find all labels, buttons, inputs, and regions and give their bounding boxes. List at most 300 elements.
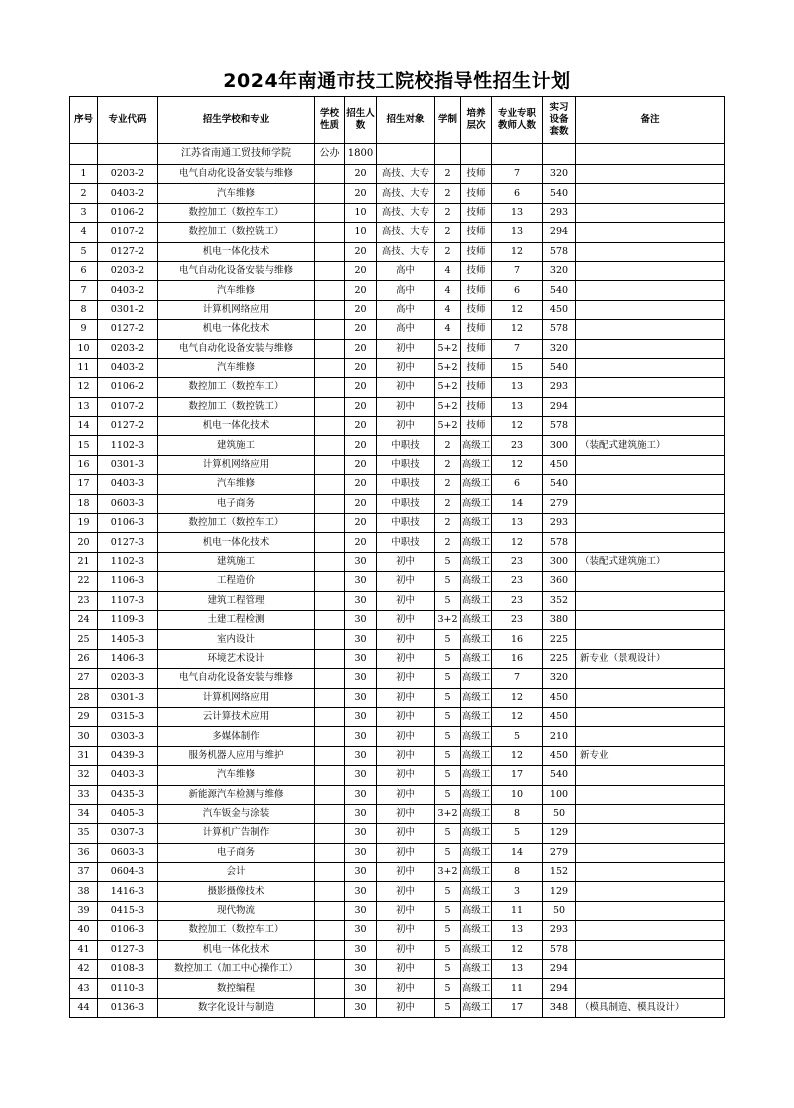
cell-duration: 5 [435,921,461,940]
table-row [70,281,725,300]
cell-nature [315,669,345,688]
table-row [70,669,725,688]
cell-target: 初中 [377,339,435,358]
table-row [70,203,725,222]
cell-level: 高级工 [461,804,492,823]
cell-equipment: 225 [543,630,576,649]
cell-duration: 5 [435,727,461,746]
table-row [70,223,725,242]
cell-level: 高级工 [461,960,492,979]
cell-major: 工程造价 [158,572,315,591]
table-row [70,804,725,823]
cell-seq: 7 [70,281,98,300]
cell-major: 服务机器人应用与维护 [158,746,315,765]
cell-duration: 5 [435,572,461,591]
cell-note [576,630,725,649]
cell-duration: 5 [435,707,461,726]
cell-seq: 27 [70,669,98,688]
cell-note [576,960,725,979]
cell-nature [315,610,345,629]
school-quota: 1800 [345,144,377,165]
cell-major: 汽车维修 [158,281,315,300]
cell-note [576,901,725,920]
cell-code: 0301-3 [98,455,158,474]
table-row [70,320,725,339]
cell-quota: 30 [345,591,377,610]
table-row [70,688,725,707]
school-row [70,144,725,165]
cell-note [576,358,725,377]
cell-equipment: 578 [543,320,576,339]
cell-code: 0203-2 [98,339,158,358]
cell-seq: 3 [70,203,98,222]
cell-quota: 20 [345,378,377,397]
cell-level: 高级工 [461,785,492,804]
cell-quota: 30 [345,649,377,668]
cell-quota: 20 [345,533,377,552]
cell-teachers: 6 [492,475,543,494]
cell-seq: 23 [70,591,98,610]
cell-teachers: 6 [492,184,543,203]
cell-note [576,261,725,280]
cell-target: 初中 [377,940,435,959]
cell-nature [315,184,345,203]
table-row [70,960,725,979]
cell-level: 技师 [461,261,492,280]
cell-nature [315,300,345,319]
cell-quota: 20 [345,242,377,261]
cell-note [576,940,725,959]
cell-seq: 22 [70,572,98,591]
cell-note [576,824,725,843]
cell-nature [315,339,345,358]
cell-level: 技师 [461,300,492,319]
cell-nature [315,533,345,552]
cell-duration: 2 [435,494,461,513]
cell-nature [315,649,345,668]
cell-duration: 2 [435,165,461,184]
cell-code: 0203-2 [98,261,158,280]
cell-equipment: 450 [543,746,576,765]
cell-target: 初中 [377,804,435,823]
cell-seq: 29 [70,707,98,726]
cell-quota: 20 [345,184,377,203]
cell-seq: 1 [70,165,98,184]
cell-nature [315,494,345,513]
cell-level: 高级工 [461,494,492,513]
cell-note [576,688,725,707]
cell-nature [315,863,345,882]
cell-equipment: 279 [543,494,576,513]
cell-teachers: 7 [492,261,543,280]
cell-note [576,165,725,184]
cell-note [576,242,725,261]
header-teachers: 专业专职 教师人数 [492,97,543,144]
table-row [70,591,725,610]
cell-teachers: 12 [492,300,543,319]
cell-code: 0403-2 [98,184,158,203]
cell-major: 汽车维修 [158,184,315,203]
cell-nature [315,804,345,823]
cell-seq: 10 [70,339,98,358]
cell-teachers: 23 [492,610,543,629]
cell-target: 初中 [377,824,435,843]
cell-target: 初中 [377,572,435,591]
cell-quota: 30 [345,766,377,785]
header-quota: 招生人 数 [345,97,377,144]
table-row [70,475,725,494]
cell-quota: 30 [345,998,377,1017]
cell-quota: 30 [345,669,377,688]
cell-level: 高级工 [461,669,492,688]
cell-level: 技师 [461,165,492,184]
cell-quota: 20 [345,417,377,436]
cell-teachers: 6 [492,281,543,300]
cell-teachers: 5 [492,824,543,843]
cell-note [576,804,725,823]
cell-teachers: 12 [492,940,543,959]
cell-seq: 16 [70,455,98,474]
cell-teachers: 3 [492,882,543,901]
cell-quota: 30 [345,979,377,998]
cell-seq: 43 [70,979,98,998]
cell-nature [315,979,345,998]
cell-code: 0108-3 [98,960,158,979]
cell-duration: 5 [435,882,461,901]
cell-teachers: 14 [492,494,543,513]
cell-level: 高级工 [461,552,492,571]
table-row [70,397,725,416]
cell-code: 1416-3 [98,882,158,901]
cell-note [576,203,725,222]
table-row [70,940,725,959]
cell-equipment: 540 [543,358,576,377]
cell-duration: 3+2 [435,804,461,823]
cell-nature [315,921,345,940]
cell-teachers: 17 [492,766,543,785]
cell-teachers: 7 [492,165,543,184]
cell-nature [315,378,345,397]
cell-major: 建筑工程管理 [158,591,315,610]
cell-code: 0415-3 [98,901,158,920]
cell-target: 初中 [377,843,435,862]
cell-duration: 2 [435,203,461,222]
cell-equipment: 294 [543,397,576,416]
table-row [70,727,725,746]
cell-note [576,514,725,533]
cell-code: 0107-2 [98,397,158,416]
cell-target: 初中 [377,882,435,901]
cell-nature [315,203,345,222]
cell-equipment: 129 [543,824,576,843]
cell-quota: 30 [345,707,377,726]
cell-major: 机电一体化技术 [158,940,315,959]
cell-seq: 30 [70,727,98,746]
cell-major: 会计 [158,863,315,882]
cell-note [576,572,725,591]
table-row [70,824,725,843]
cell-equipment: 360 [543,572,576,591]
cell-duration: 2 [435,223,461,242]
cell-duration: 5 [435,940,461,959]
cell-major: 计算机网络应用 [158,300,315,319]
cell-equipment: 540 [543,281,576,300]
cell-duration: 5 [435,766,461,785]
cell-equipment: 225 [543,649,576,668]
cell-seq: 20 [70,533,98,552]
cell-major: 机电一体化技术 [158,320,315,339]
cell-target: 高技、大专 [377,223,435,242]
cell-target: 初中 [377,397,435,416]
cell-equipment: 540 [543,184,576,203]
cell-duration: 5 [435,785,461,804]
cell-target: 初中 [377,766,435,785]
cell-seq: 15 [70,436,98,455]
cell-level: 技师 [461,242,492,261]
cell-duration: 5 [435,630,461,649]
cell-teachers: 12 [492,320,543,339]
cell-code: 0403-3 [98,475,158,494]
cell-note [576,707,725,726]
cell-target: 高中 [377,320,435,339]
cell-target: 初中 [377,417,435,436]
cell-teachers: 14 [492,843,543,862]
cell-major: 数控加工（数控车工） [158,378,315,397]
cell-code: 0307-3 [98,824,158,843]
cell-level: 高级工 [461,766,492,785]
cell-teachers: 13 [492,960,543,979]
cell-level: 高级工 [461,901,492,920]
cell-duration: 5 [435,843,461,862]
cell-code: 0106-2 [98,203,158,222]
cell-level: 技师 [461,203,492,222]
cell-equipment: 450 [543,300,576,319]
table-row [70,242,725,261]
cell-teachers: 13 [492,203,543,222]
cell-duration: 5 [435,979,461,998]
cell-teachers: 12 [492,533,543,552]
cell-nature [315,455,345,474]
cell-equipment: 300 [543,552,576,571]
cell-note [576,843,725,862]
cell-quota: 30 [345,843,377,862]
table-row [70,436,725,455]
cell-equipment: 320 [543,165,576,184]
cell-code: 0301-2 [98,300,158,319]
cell-teachers: 13 [492,378,543,397]
cell-code: 0203-2 [98,165,158,184]
cell-level: 高级工 [461,455,492,474]
cell-code: 0127-2 [98,417,158,436]
cell-level: 技师 [461,378,492,397]
cell-note: 新专业（景观设计） [576,649,725,668]
cell-major: 汽车钣金与涂装 [158,804,315,823]
cell-major: 汽车维修 [158,766,315,785]
table-row [70,339,725,358]
cell-nature [315,901,345,920]
cell-nature [315,727,345,746]
table-row [70,882,725,901]
cell-nature [315,591,345,610]
cell-note [576,320,725,339]
cell-note [576,727,725,746]
cell-seq: 34 [70,804,98,823]
cell-quota: 30 [345,746,377,765]
cell-equipment: 294 [543,960,576,979]
cell-major: 电子商务 [158,494,315,513]
cell-duration: 5+2 [435,358,461,377]
cell-quota: 10 [345,203,377,222]
cell-target: 初中 [377,746,435,765]
cell-duration: 2 [435,184,461,203]
cell-note [576,882,725,901]
cell-teachers: 5 [492,727,543,746]
cell-teachers: 10 [492,785,543,804]
cell-quota: 30 [345,940,377,959]
cell-equipment: 293 [543,378,576,397]
cell-duration: 5 [435,591,461,610]
cell-target: 初中 [377,901,435,920]
cell-code: 0110-3 [98,979,158,998]
cell-nature [315,630,345,649]
cell-nature [315,843,345,862]
cell-duration: 5 [435,998,461,1017]
cell-seq: 42 [70,960,98,979]
cell-level: 技师 [461,281,492,300]
cell-level: 技师 [461,184,492,203]
header-code: 专业代码 [98,97,158,144]
cell-duration: 5 [435,649,461,668]
cell-quota: 30 [345,921,377,940]
cell-equipment: 152 [543,863,576,882]
table-row [70,921,725,940]
header-target: 招生对象 [377,97,435,144]
cell-quota: 30 [345,610,377,629]
cell-code: 0315-3 [98,707,158,726]
cell-seq: 4 [70,223,98,242]
cell-level: 高级工 [461,863,492,882]
cell-nature [315,572,345,591]
cell-code: 0604-3 [98,863,158,882]
table-row [70,261,725,280]
header-note: 备注 [576,97,725,144]
cell-quota: 30 [345,804,377,823]
cell-duration: 4 [435,261,461,280]
cell-seq: 19 [70,514,98,533]
cell-duration: 2 [435,533,461,552]
cell-code: 1406-3 [98,649,158,668]
cell-duration: 4 [435,320,461,339]
table-row [70,863,725,882]
cell-level: 高级工 [461,824,492,843]
page-title: 2024年南通市技工院校指导性招生计划 [223,70,571,92]
cell-major: 数控加工（数控车工） [158,921,315,940]
cell-note [576,494,725,513]
table-row [70,184,725,203]
cell-target: 初中 [377,610,435,629]
cell-nature [315,552,345,571]
cell-equipment: 50 [543,804,576,823]
cell-quota: 20 [345,358,377,377]
cell-level: 高级工 [461,591,492,610]
cell-target: 初中 [377,921,435,940]
cell-code: 0106-2 [98,378,158,397]
cell-duration: 5 [435,552,461,571]
cell-code: 0127-2 [98,242,158,261]
cell-duration: 5 [435,901,461,920]
cell-teachers: 23 [492,591,543,610]
cell-teachers: 8 [492,863,543,882]
cell-equipment: 129 [543,882,576,901]
cell-level: 高级工 [461,688,492,707]
cell-duration: 3+2 [435,863,461,882]
cell-level: 高级工 [461,882,492,901]
cell-note [576,533,725,552]
cell-quota: 30 [345,552,377,571]
cell-note [576,591,725,610]
cell-quota: 20 [345,339,377,358]
header-level: 培养 层次 [461,97,492,144]
table-row [70,746,725,765]
cell-teachers: 23 [492,572,543,591]
cell-nature [315,960,345,979]
cell-teachers: 12 [492,417,543,436]
table-row [70,165,725,184]
header-equipment: 实习 设备 套数 [543,97,576,144]
cell-equipment: 300 [543,436,576,455]
cell-target: 初中 [377,979,435,998]
cell-teachers: 7 [492,339,543,358]
cell-equipment: 348 [543,998,576,1017]
cell-code: 0106-3 [98,921,158,940]
cell-target: 初中 [377,960,435,979]
table-row [70,998,725,1017]
cell-code: 0301-3 [98,688,158,707]
cell-duration: 5 [435,824,461,843]
cell-quota: 30 [345,785,377,804]
cell-code: 1107-3 [98,591,158,610]
table-row [70,378,725,397]
cell-seq: 5 [70,242,98,261]
cell-target: 高技、大专 [377,242,435,261]
cell-major: 数控编程 [158,979,315,998]
cell-duration: 5+2 [435,417,461,436]
cell-equipment: 293 [543,203,576,222]
cell-code: 0106-3 [98,514,158,533]
cell-target: 中职技 [377,533,435,552]
table-row [70,533,725,552]
cell-duration: 5 [435,960,461,979]
cell-note [576,397,725,416]
cell-nature [315,746,345,765]
table-row [70,494,725,513]
cell-quota: 30 [345,960,377,979]
cell-teachers: 23 [492,552,543,571]
cell-note [576,669,725,688]
cell-quota: 20 [345,475,377,494]
cell-duration: 4 [435,300,461,319]
cell-target: 高中 [377,300,435,319]
cell-target: 初中 [377,649,435,668]
cell-quota: 20 [345,281,377,300]
cell-major: 环境艺术设计 [158,649,315,668]
cell-code: 1405-3 [98,630,158,649]
cell-level: 高级工 [461,940,492,959]
cell-level: 高级工 [461,572,492,591]
cell-nature [315,223,345,242]
cell-level: 高级工 [461,979,492,998]
cell-duration: 5 [435,746,461,765]
